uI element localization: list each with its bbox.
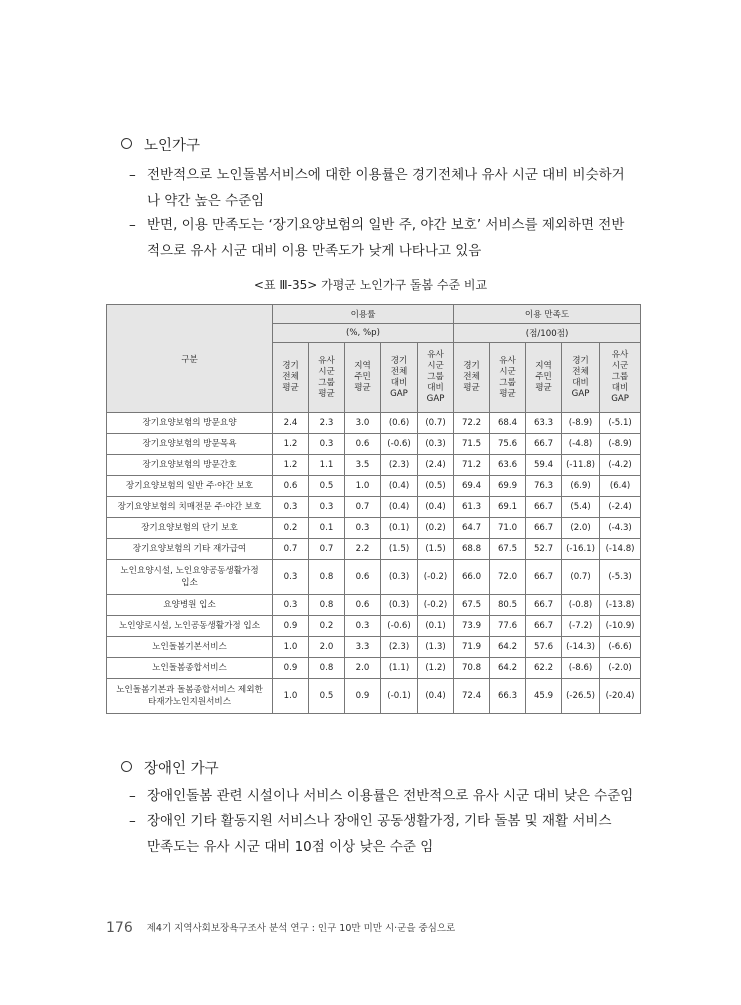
- table-cell: (1.2): [418, 658, 454, 679]
- table-cell: 64.2: [490, 658, 526, 679]
- table-cell: 69.4: [454, 476, 490, 497]
- table-cell: 67.5: [490, 539, 526, 560]
- table-cell: (0.6): [381, 413, 418, 434]
- table-row: [107, 476, 641, 497]
- table-cell: 70.8: [454, 658, 490, 679]
- table-cell: 2.0: [345, 658, 381, 679]
- circle-bullet-icon: [121, 138, 132, 149]
- table-cell: (0.4): [381, 497, 418, 518]
- bullet-line: 적으로 유사 시군 대비 이용 만족도가 낮게 나타나고 있음: [147, 243, 482, 259]
- table-body: [107, 413, 641, 714]
- table-cell: (0.5): [418, 476, 454, 497]
- table-cell: 77.6: [490, 616, 526, 637]
- table-cell: (-2.4): [600, 497, 641, 518]
- column-subheader: 유사 시군 그룹 평균: [490, 343, 526, 413]
- table-cell: (-0.6): [381, 616, 418, 637]
- table-cell: 0.6: [345, 434, 381, 455]
- table-cell: (1.1): [381, 658, 418, 679]
- table-cell: (-4.3): [600, 518, 641, 539]
- table-cell: (-0.2): [418, 560, 454, 595]
- bullet-line: 나 약간 높은 수준임: [147, 193, 265, 209]
- table-cell: (-0.1): [381, 679, 418, 714]
- bullet-item: [129, 808, 644, 860]
- column-subheader: 경기 전체 대비 GAP: [381, 343, 418, 413]
- table-cell: (2.3): [381, 637, 418, 658]
- table-row: [107, 595, 641, 616]
- table-cell: 68.8: [454, 539, 490, 560]
- page-footer: [106, 920, 455, 936]
- care-comparison-table: [106, 304, 641, 714]
- table-cell: (-4.8): [562, 434, 600, 455]
- table-cell: 0.2: [309, 616, 345, 637]
- table-cell: (-6.6): [600, 637, 641, 658]
- table-cell: 0.3: [309, 497, 345, 518]
- table-cell: 0.5: [309, 476, 345, 497]
- table-row: [107, 434, 641, 455]
- column-subheader: 유사 시군 그룹 대비 GAP: [600, 343, 641, 413]
- column-subheader: 경기 전체 평균: [273, 343, 309, 413]
- table-cell: 64.7: [454, 518, 490, 539]
- section-heading-disabled: [121, 757, 219, 778]
- table-cell: 68.4: [490, 413, 526, 434]
- table-cell: (0.3): [381, 560, 418, 595]
- table-cell: (-4.2): [600, 455, 641, 476]
- table-cell: (0.7): [562, 560, 600, 595]
- table-cell: 66.7: [526, 560, 562, 595]
- table-cell: (0.3): [381, 595, 418, 616]
- table-cell: (0.2): [418, 518, 454, 539]
- table-cell: 0.5: [309, 679, 345, 714]
- table-cell: 73.9: [454, 616, 490, 637]
- table-row: [107, 658, 641, 679]
- table-cell: (-11.8): [562, 455, 600, 476]
- row-label: 장기요양보험의 기타 재가급여: [107, 539, 273, 560]
- dash-marker: –: [129, 813, 136, 829]
- page-number: 176: [106, 920, 133, 936]
- table-cell: 1.0: [273, 679, 309, 714]
- table-cell: (0.7): [418, 413, 454, 434]
- table-cell: 62.2: [526, 658, 562, 679]
- row-label: 장기요양보험의 일반 주·야간 보호: [107, 476, 273, 497]
- table-cell: 0.7: [345, 497, 381, 518]
- table-cell: 71.0: [490, 518, 526, 539]
- table-cell: 71.2: [454, 455, 490, 476]
- table-cell: (-26.5): [562, 679, 600, 714]
- table-cell: 1.0: [273, 637, 309, 658]
- table-cell: 0.6: [345, 595, 381, 616]
- table-cell: 0.8: [309, 560, 345, 595]
- table-cell: (-7.2): [562, 616, 600, 637]
- table-cell: 0.3: [273, 595, 309, 616]
- column-subheader: 경기 전체 평균: [454, 343, 490, 413]
- table-row: [107, 637, 641, 658]
- table-cell: (6.4): [600, 476, 641, 497]
- bullet-line: 반면, 이용 만족도는 ‘장기요양보험의 일반 주, 야간 보호’ 서비스를 제외하면 전반: [147, 217, 625, 233]
- table-cell: (-0.2): [418, 595, 454, 616]
- table-cell: 57.6: [526, 637, 562, 658]
- table-cell: 3.5: [345, 455, 381, 476]
- table-cell: 64.2: [490, 637, 526, 658]
- row-label: 노인요양시설, 노인요양공동생활가정 입소: [107, 560, 273, 595]
- table-cell: 3.3: [345, 637, 381, 658]
- column-subheader: 유사 시군 그룹 평균: [309, 343, 345, 413]
- row-label: 요양병원 입소: [107, 595, 273, 616]
- bullet-line: 장애인 기타 활동지원 서비스나 장애인 공동생활가정, 기타 돌봄 및 재활 서비스: [147, 813, 612, 829]
- dash-marker: –: [129, 167, 136, 183]
- table-cell: 2.4: [273, 413, 309, 434]
- table-cell: (-14.8): [600, 539, 641, 560]
- table-cell: 72.2: [454, 413, 490, 434]
- table-cell: 66.7: [526, 497, 562, 518]
- table-row: [107, 518, 641, 539]
- table-row: [107, 539, 641, 560]
- table-cell: (2.4): [418, 455, 454, 476]
- dash-marker: –: [129, 788, 136, 804]
- section-heading-text: 장애인 가구: [144, 761, 219, 777]
- table-cell: 61.3: [454, 497, 490, 518]
- bullet-line: 장애인돌봄 관련 시설이나 서비스 이용률은 전반적으로 유사 시군 대비 낮은 수준임: [147, 788, 634, 804]
- row-label: 장기요양보험의 방문목욕: [107, 434, 273, 455]
- bullet-item: [129, 783, 644, 809]
- table-cell: 0.3: [345, 616, 381, 637]
- table-cell: 71.9: [454, 637, 490, 658]
- table-cell: 66.7: [526, 616, 562, 637]
- table-caption: <표 Ⅲ-35> 가평군 노인가구 돌봄 수준 비교: [253, 278, 488, 292]
- table-cell: 63.3: [526, 413, 562, 434]
- table-cell: 66.7: [526, 518, 562, 539]
- table-cell: 3.0: [345, 413, 381, 434]
- table-cell: 45.9: [526, 679, 562, 714]
- bullet-item: [129, 212, 644, 264]
- table-cell: (-16.1): [562, 539, 600, 560]
- column-subheader: 경기 전체 대비 GAP: [562, 343, 600, 413]
- table-cell: (1.3): [418, 637, 454, 658]
- table-cell: 0.7: [309, 539, 345, 560]
- table-cell: 76.3: [526, 476, 562, 497]
- column-subheader: 유사 시군 그룹 대비 GAP: [418, 343, 454, 413]
- table-cell: 52.7: [526, 539, 562, 560]
- bullet-line: 만족도는 유사 시군 대비 10점 이상 낮은 수준 임: [147, 839, 434, 855]
- table-cell: (-13.8): [600, 595, 641, 616]
- footer-title: 제4기 지역사회보장욕구조사 분석 연구 : 인구 10만 미만 시·군을 중심으로: [146, 923, 456, 934]
- table-row: [107, 616, 641, 637]
- table-cell: 72.0: [490, 560, 526, 595]
- table-cell: 2.3: [309, 413, 345, 434]
- table-cell: 66.0: [454, 560, 490, 595]
- table-cell: 0.7: [273, 539, 309, 560]
- section-heading-text: 노인가구: [144, 138, 201, 154]
- table-cell: (-0.6): [381, 434, 418, 455]
- table-cell: (-8.6): [562, 658, 600, 679]
- table-cell: (-2.0): [600, 658, 641, 679]
- bullet-line: 전반적으로 노인돌봄서비스에 대한 이용률은 경기전체나 유사 시군 대비 비슷하거: [147, 167, 625, 183]
- table-cell: 63.6: [490, 455, 526, 476]
- table-cell: (-5.1): [600, 413, 641, 434]
- table-cell: 0.8: [309, 595, 345, 616]
- table-cell: 1.2: [273, 434, 309, 455]
- row-label: 노인돌봄종합서비스: [107, 658, 273, 679]
- satisfaction-unit: (점/100점): [454, 324, 641, 343]
- table-cell: 0.1: [309, 518, 345, 539]
- table-cell: (2.0): [562, 518, 600, 539]
- row-label: 장기요양보험의 방문간호: [107, 455, 273, 476]
- column-subheader: 지역 주민 평균: [345, 343, 381, 413]
- table-cell: 0.3: [309, 434, 345, 455]
- table-cell: (6.9): [562, 476, 600, 497]
- table-row: [107, 560, 641, 595]
- row-label: 노인돌봄기본과 돌봄종합서비스 제외한 타재가노인지원서비스: [107, 679, 273, 714]
- table-cell: 0.9: [273, 658, 309, 679]
- table-cell: 71.5: [454, 434, 490, 455]
- table-cell: 0.8: [309, 658, 345, 679]
- section-heading-elderly: [121, 134, 200, 155]
- row-label: 장기요양보험의 단기 보호: [107, 518, 273, 539]
- table-cell: (-14.3): [562, 637, 600, 658]
- table-cell: 0.9: [273, 616, 309, 637]
- table-cell: 2.2: [345, 539, 381, 560]
- circle-bullet-icon: [121, 761, 132, 772]
- table-cell: 66.3: [490, 679, 526, 714]
- column-subheader: 지역 주민 평균: [526, 343, 562, 413]
- row-label: 노인돌봄기본서비스: [107, 637, 273, 658]
- table-cell: 72.4: [454, 679, 490, 714]
- table-cell: (5.4): [562, 497, 600, 518]
- table-cell: 80.5: [490, 595, 526, 616]
- dash-marker: –: [129, 217, 136, 233]
- table-cell: 0.2: [273, 518, 309, 539]
- table-cell: 67.5: [454, 595, 490, 616]
- table-cell: 1.2: [273, 455, 309, 476]
- usage-rate-header: 이용률: [273, 305, 454, 324]
- table-cell: 75.6: [490, 434, 526, 455]
- table-cell: (1.5): [381, 539, 418, 560]
- table-cell: 59.4: [526, 455, 562, 476]
- table-cell: 66.7: [526, 434, 562, 455]
- table-cell: (-8.9): [600, 434, 641, 455]
- table-cell: 69.9: [490, 476, 526, 497]
- table-cell: 2.0: [309, 637, 345, 658]
- table-cell: (0.4): [418, 679, 454, 714]
- table-cell: 0.9: [345, 679, 381, 714]
- table-cell: (-0.8): [562, 595, 600, 616]
- table-row: [107, 679, 641, 714]
- table-cell: (-20.4): [600, 679, 641, 714]
- table-row: [107, 497, 641, 518]
- table-cell: 69.1: [490, 497, 526, 518]
- row-label: 노인양로시설, 노인공동생활가정 입소: [107, 616, 273, 637]
- table-cell: (0.3): [418, 434, 454, 455]
- table-cell: (-8.9): [562, 413, 600, 434]
- table-row: [107, 413, 641, 434]
- table-row: [107, 455, 641, 476]
- table-cell: 1.1: [309, 455, 345, 476]
- table-cell: (2.3): [381, 455, 418, 476]
- table-cell: (0.1): [418, 616, 454, 637]
- table-cell: 1.0: [345, 476, 381, 497]
- table-cell: 66.7: [526, 595, 562, 616]
- table-cell: 0.3: [273, 560, 309, 595]
- table-cell: (0.1): [381, 518, 418, 539]
- row-label: 장기요양보험의 방문요양: [107, 413, 273, 434]
- usage-rate-unit: (%, %p): [273, 324, 454, 343]
- table-cell: 0.6: [345, 560, 381, 595]
- table-cell: (-10.9): [600, 616, 641, 637]
- table-cell: (0.4): [381, 476, 418, 497]
- table-cell: (0.4): [418, 497, 454, 518]
- satisfaction-header: 이용 만족도: [454, 305, 641, 324]
- row-label: 장기요양보험의 치매전문 주·야간 보호: [107, 497, 273, 518]
- table-cell: 0.6: [273, 476, 309, 497]
- table-cell: 0.3: [345, 518, 381, 539]
- bullet-item: [129, 162, 644, 214]
- table-cell: 0.3: [273, 497, 309, 518]
- table-cell: (-5.3): [600, 560, 641, 595]
- label-column-header: 구분: [107, 305, 273, 413]
- table-cell: (1.5): [418, 539, 454, 560]
